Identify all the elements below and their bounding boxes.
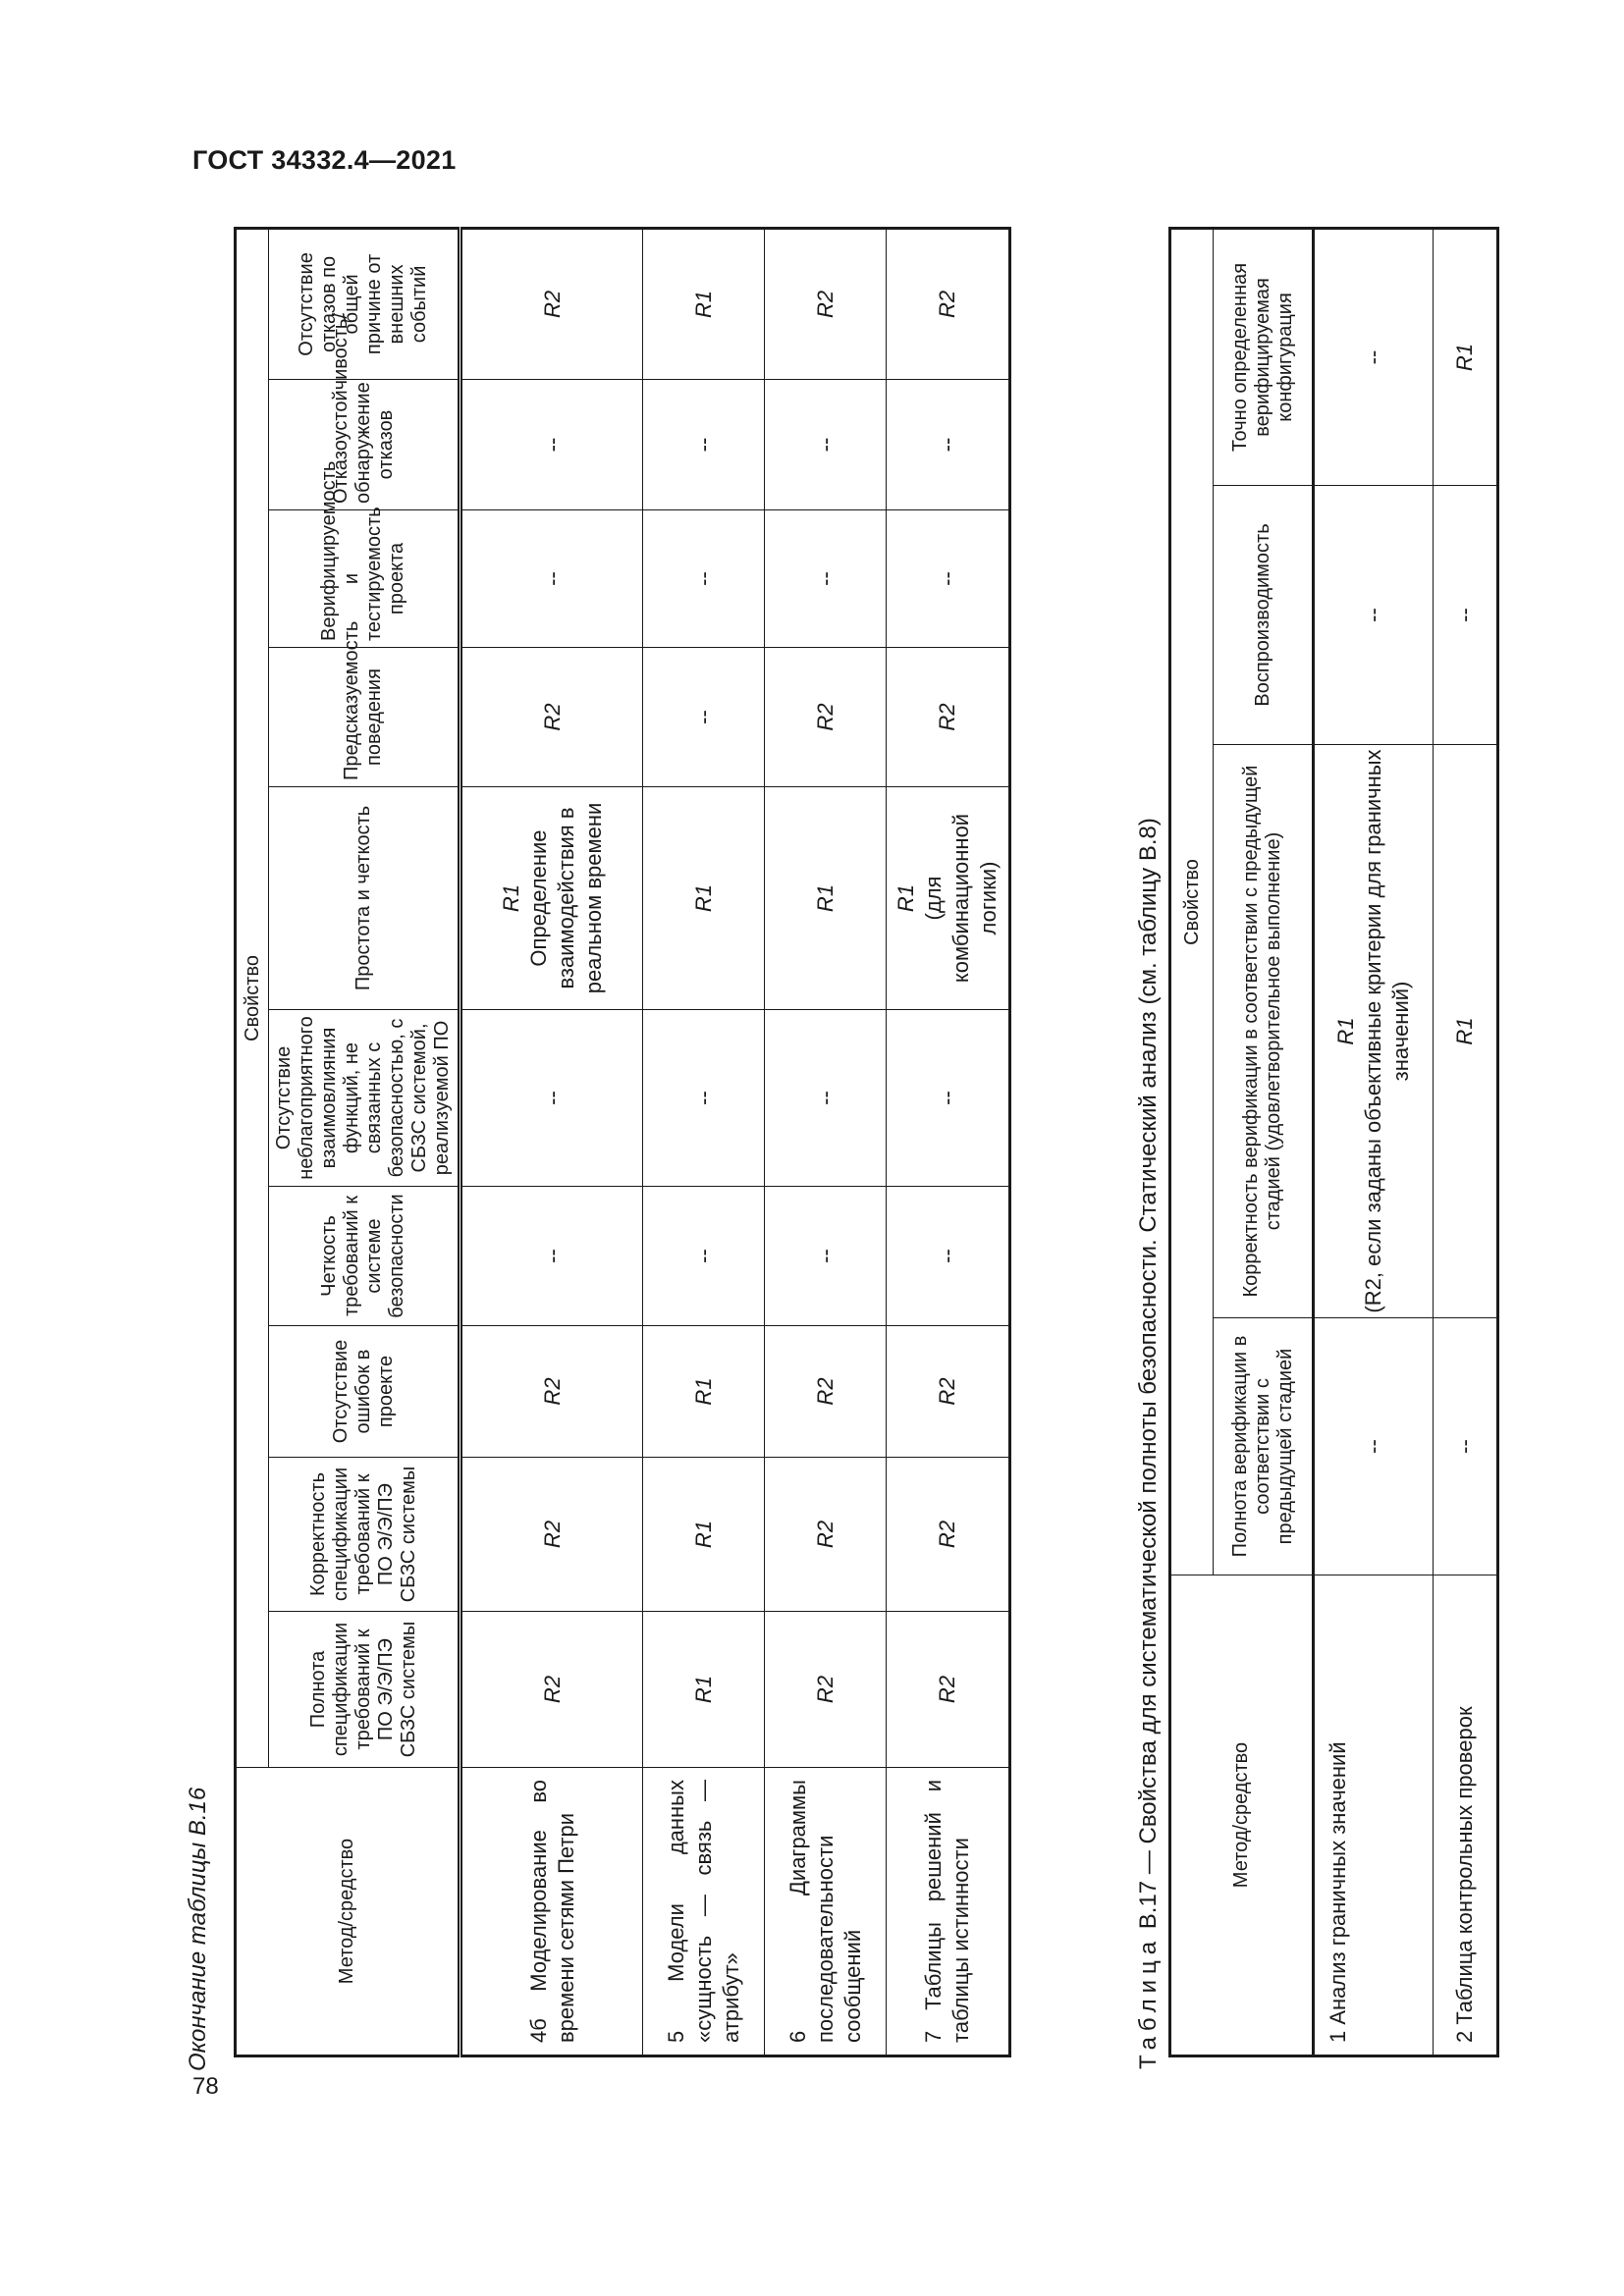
column-header: Отсутствие ошибок в проекте xyxy=(269,1326,460,1458)
column-header: Корректность верификации в соответствии с предыдущей стадией (удовлетворительное выполнение) xyxy=(1214,745,1314,1318)
property-header: Свойство xyxy=(236,228,269,1767)
value-cell: -- xyxy=(887,380,1010,510)
value-cell: -- xyxy=(460,380,643,510)
continuation-title: Окончание таблицы В.16 xyxy=(185,1787,211,2071)
method-cell: 7 Таблицы решений и таблицы истинности xyxy=(887,1768,1010,2056)
value-text: R1 xyxy=(498,883,523,913)
table-row xyxy=(1314,228,1434,2056)
value-cell: R2 xyxy=(887,228,1010,379)
value-cell: -- xyxy=(887,1187,1010,1326)
value-cell: R2 xyxy=(460,1612,643,1768)
value-cell: R1 xyxy=(643,1458,765,1612)
column-header: Отсутствие неблагоприятного взаимовлияния функций, не связанных с безопасностью, с СБЗС системой, реализуемой ПО xyxy=(269,1010,460,1187)
value-cell: R1 xyxy=(643,787,765,1010)
page-number: 78 xyxy=(192,2073,219,2100)
value-cell: -- xyxy=(643,1010,765,1187)
value-cell: R2 xyxy=(460,648,643,787)
value-cell: -- xyxy=(460,1010,643,1187)
column-header: Отсутствие отказов по общей причине от внешних событий xyxy=(269,228,460,379)
column-header: Четкость требований к системе безопасности xyxy=(269,1187,460,1326)
table-label: Таблица xyxy=(1135,1935,1162,2069)
table-row xyxy=(1434,228,1498,2056)
value-cell-with-note xyxy=(1314,745,1434,1318)
method-cell: 2 Таблица контрольных проверок xyxy=(1434,1575,1498,2056)
value-cell: -- xyxy=(1314,228,1434,485)
method-cell: 1 Анализ граничных значений xyxy=(1314,1575,1434,2056)
value-cell: -- xyxy=(1314,1318,1434,1575)
value-cell: -- xyxy=(887,1010,1010,1187)
method-cell: 4б Моделирование во времени сетями Петри xyxy=(460,1768,643,2056)
value-cell-with-note xyxy=(460,787,643,1010)
value-cell: R1 xyxy=(1434,745,1498,1318)
value-cell: -- xyxy=(765,1187,887,1326)
value-cell: -- xyxy=(765,380,887,510)
column-header: Предсказуемость поведения xyxy=(269,648,460,787)
column-header: Верифицируемость и тестируемость проекта xyxy=(269,510,460,648)
column-header: Корректность спецификации требований к ПО Э/Э/ПЭ СБЗС системы xyxy=(269,1458,460,1612)
table-row xyxy=(643,228,765,2056)
value-cell: -- xyxy=(1434,1318,1498,1575)
value-cell: R1 xyxy=(643,1612,765,1768)
value-cell: R2 xyxy=(887,648,1010,787)
value-cell: R1 xyxy=(765,787,887,1010)
value-cell: R2 xyxy=(887,1326,1010,1458)
value-cell: R2 xyxy=(460,1326,643,1458)
value-text: R1 xyxy=(893,883,918,913)
method-header: Метод/средство xyxy=(236,1768,460,2056)
method-header: Метод/средство xyxy=(1170,1575,1314,2056)
property-header: Свойство xyxy=(1170,228,1214,1575)
value-cell: -- xyxy=(765,1010,887,1187)
value-text: R1 xyxy=(1333,1017,1358,1045)
table-b17-title xyxy=(1135,695,1163,2069)
column-header: Воспроизводимость xyxy=(1214,486,1314,745)
value-cell: R2 xyxy=(765,648,887,787)
value-cell: -- xyxy=(460,510,643,648)
value-cell: R2 xyxy=(460,1458,643,1612)
value-note: Определение взаимодействия в реальном времени xyxy=(525,802,606,994)
column-header: Точно определенная верифицируемая конфигурация xyxy=(1214,228,1314,485)
value-cell-with-note xyxy=(887,787,1010,1010)
table-b16-continuation xyxy=(234,230,1011,2057)
value-cell: -- xyxy=(643,1187,765,1326)
value-cell: -- xyxy=(765,510,887,648)
value-cell: -- xyxy=(643,380,765,510)
method-cell: 6 Диаграммы последовательности сообщений xyxy=(765,1768,887,2056)
value-cell: -- xyxy=(643,510,765,648)
table-row xyxy=(765,228,887,2056)
method-cell: 5 Модели данных «сущность — связь — атрибут» xyxy=(643,1768,765,2056)
table-row xyxy=(887,228,1010,2056)
value-cell: R2 xyxy=(887,1612,1010,1768)
table-caption: В.17 — Свойства для систематической полноты безопасности. Статический анализ (см. таблицу В.8) xyxy=(1135,818,1162,1930)
table-row xyxy=(460,228,643,2056)
value-cell: R1 xyxy=(643,1326,765,1458)
column-header: Полнота спецификации требований к ПО Э/Э/ПЭ СБЗС системы xyxy=(269,1612,460,1768)
value-note: (для комбинационной логики) xyxy=(921,813,1001,984)
value-cell: -- xyxy=(643,648,765,787)
value-cell: R2 xyxy=(765,228,887,379)
value-cell: R2 xyxy=(765,1612,887,1768)
value-cell: R2 xyxy=(887,1458,1010,1612)
value-cell: -- xyxy=(1434,486,1498,745)
document-header: ГОСТ 34332.4—2021 xyxy=(192,145,457,175)
value-cell: R1 xyxy=(1434,228,1498,485)
value-cell: -- xyxy=(460,1187,643,1326)
value-cell: -- xyxy=(1314,486,1434,745)
value-cell: R1 xyxy=(643,228,765,379)
value-cell: R2 xyxy=(765,1458,887,1612)
column-header: Полнота верификации в соответствии с предыдущей стадией xyxy=(1214,1318,1314,1575)
column-header: Отказоустойчивость/обнаружение отказов xyxy=(269,380,460,510)
value-cell: R2 xyxy=(460,228,643,379)
table-b17 xyxy=(1168,227,1499,2057)
column-header: Простота и четкость xyxy=(269,787,460,1010)
table-b17-wrapper xyxy=(1168,230,1499,2057)
value-cell: R2 xyxy=(765,1326,887,1458)
value-note: (R2, если заданы объективные критерии для граничных значений) xyxy=(1361,749,1413,1313)
value-cell: -- xyxy=(887,510,1010,648)
table-b16 xyxy=(234,227,1011,2057)
